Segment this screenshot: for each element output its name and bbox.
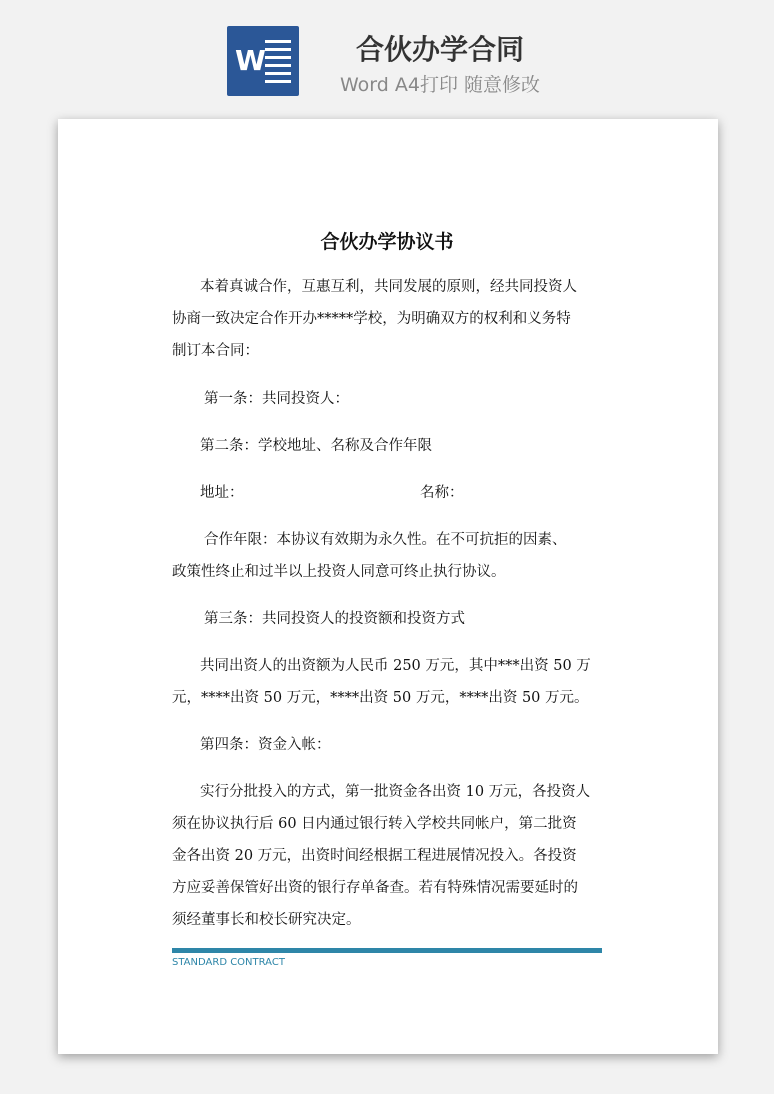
paragraph-line: 实行分批投入的方式，第一批资金各出资 10 万元，各投资人 <box>200 784 591 800</box>
article-3-heading: 第三条：共同投资人的投资额和投资方式 <box>204 611 465 627</box>
document-page <box>58 119 718 1054</box>
name-label: 名称： <box>420 485 464 501</box>
address-name-line <box>172 483 640 503</box>
article-1-heading: 第一条：共同投资人： <box>204 391 349 407</box>
paragraph-line: 制订本合同： <box>172 343 259 359</box>
header <box>0 0 774 110</box>
paragraph-line: 协商一致决定合作开办*****学校，为明确双方的权利和义务特 <box>172 311 571 327</box>
article-2-heading: 第二条：学校地址、名称及合作年限 <box>200 438 432 454</box>
paragraph-line: 合作年限：本协议有效期为永久性。在不可抗拒的因素、 <box>204 532 567 548</box>
footer-rule <box>172 948 602 953</box>
document-title: 合伙办学协议书 <box>320 231 454 253</box>
word-logo-letter: W <box>235 44 266 77</box>
paragraph-line: 本着真诚合作，互惠互利，共同发展的原则，经共同投资人 <box>200 279 577 295</box>
paragraph-line: 金各出资 20 万元，出资时间经根据工程进展情况投入。各投资 <box>172 848 577 864</box>
paragraph-line: 元，****出资 50 万元，****出资 50 万元，****出资 50 万元。 <box>172 690 589 706</box>
article-4-heading: 第四条：资金入帐： <box>200 737 331 753</box>
document-lines-icon <box>265 40 291 88</box>
word-icon <box>227 26 299 96</box>
header-subtitle: Word A4打印 随意修改 <box>339 74 540 96</box>
paragraph-line: 政策性终止和过半以上投资人同意可终止执行协议。 <box>172 564 506 580</box>
paragraph-line: 方应妥善保管好出资的银行存单备查。若有特殊情况需要延时的 <box>172 880 578 896</box>
footer-label: STANDARD CONTRACT <box>172 957 285 968</box>
paragraph-line: 须在协议执行后 60 日内通过银行转入学校共同帐户，第二批资 <box>172 816 577 832</box>
paragraph-line: 须经董事长和校长研究决定。 <box>172 912 361 928</box>
paragraph-line: 共同出资人的出资额为人民币 250 万元，其中***出资 50 万 <box>200 658 591 674</box>
header-title: 合伙办学合同 <box>355 33 524 66</box>
address-label: 地址： <box>200 485 244 501</box>
